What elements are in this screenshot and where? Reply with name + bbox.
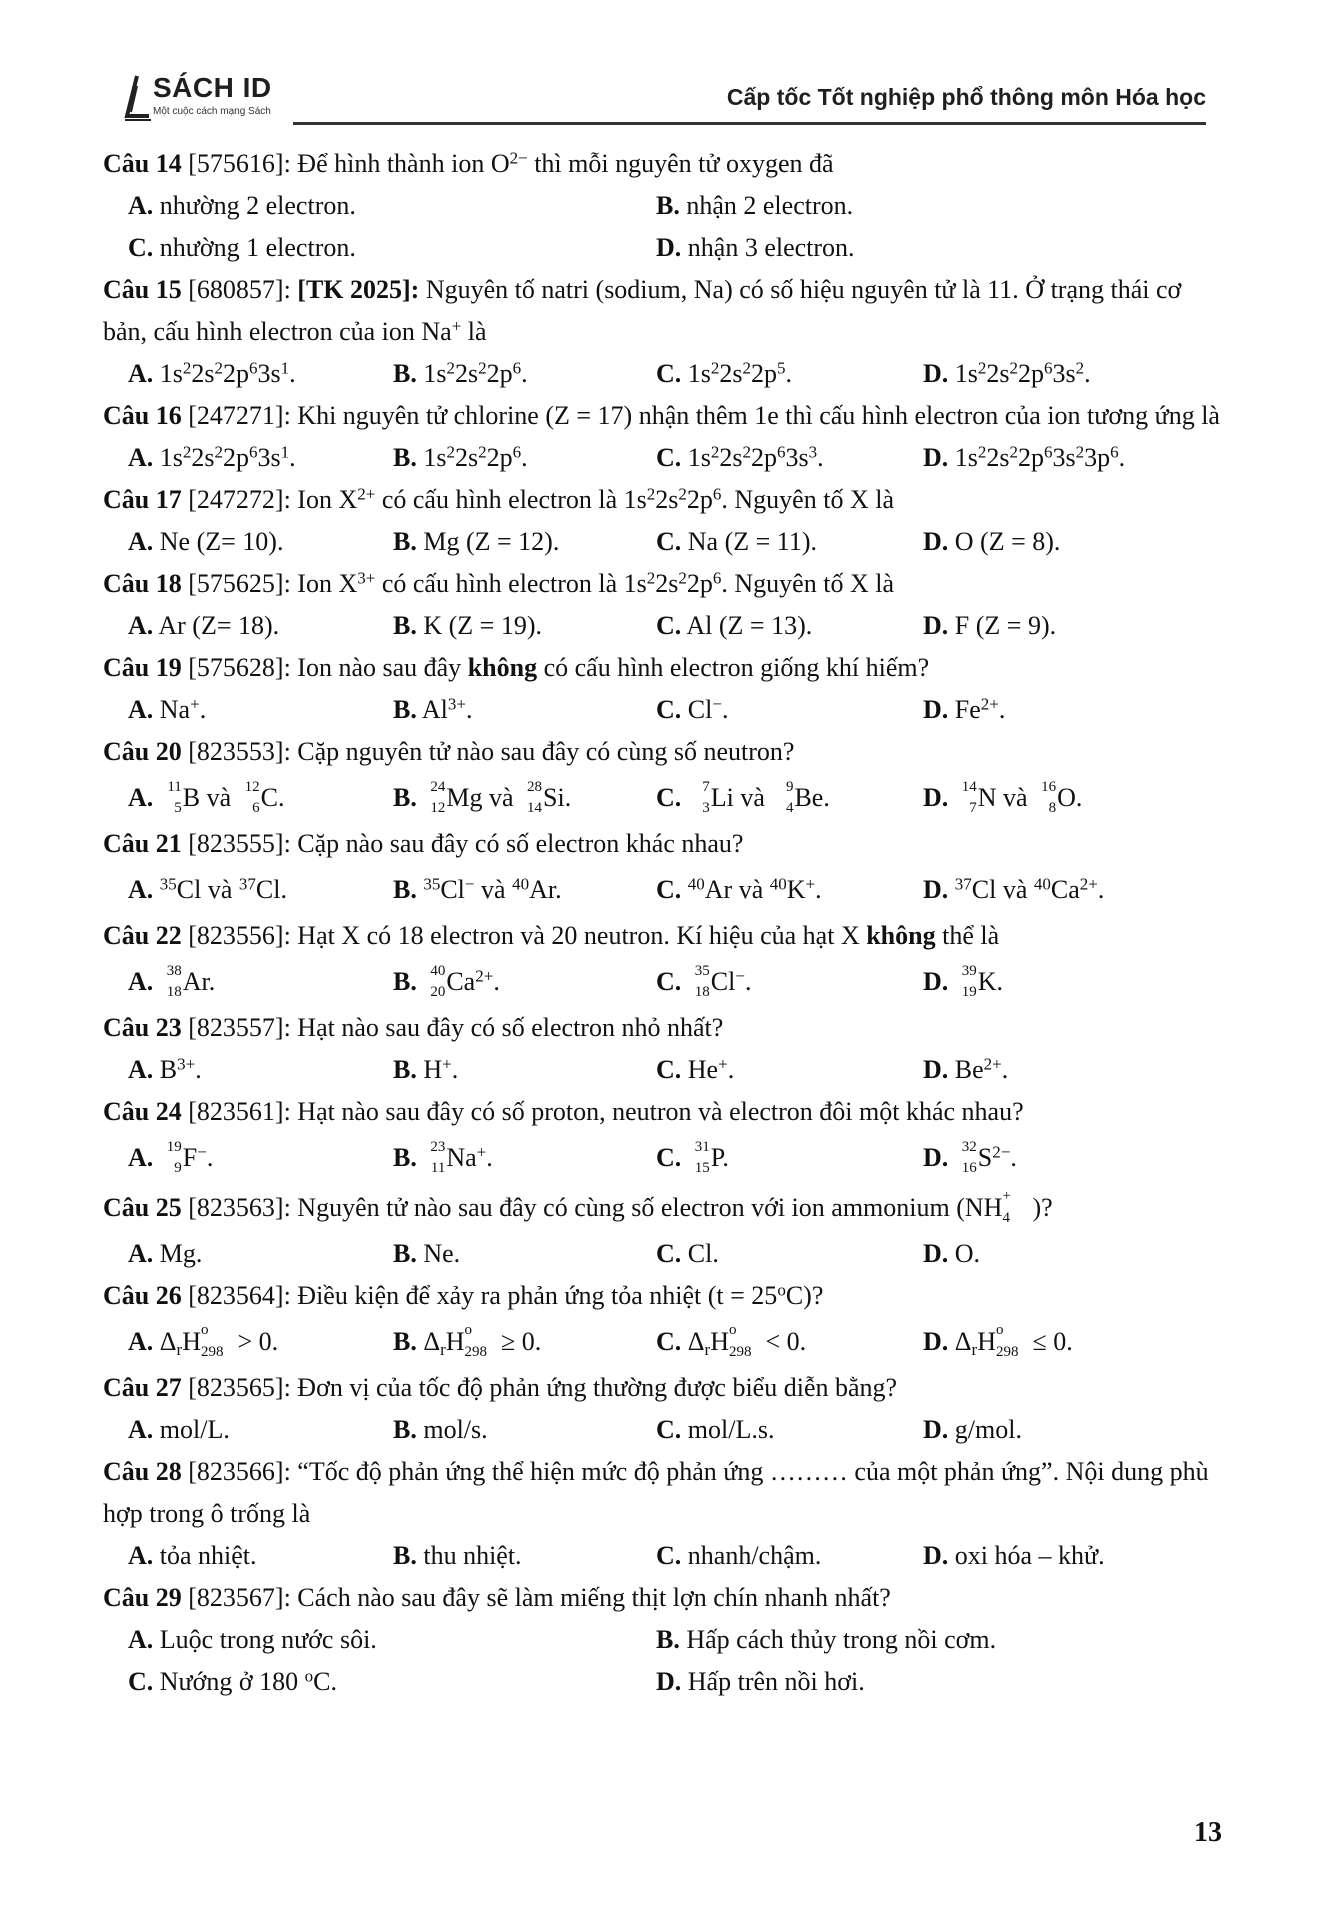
options-15 (103, 353, 1223, 395)
option-b: B. 24 12 Mg và 28 14 Si. (393, 779, 572, 816)
question-22: Câu 22 [823556]: Hạt X có 18 electron và 20 neutron. Kí hiệu của hạt X không thể là (103, 921, 1000, 950)
option-c: C. He+. (656, 1054, 735, 1084)
option-c: C. nhường 1 electron. (128, 233, 356, 262)
option-a: A. $^{35}$Cl và $^{37}$Cl. (128, 874, 287, 904)
option-d: D. Hấp trên nồi hơi. (656, 1667, 865, 1696)
option-d: D. $^{37}$Cl và $^{40}Ca^{2+}$. (923, 874, 1105, 904)
option-d: D. $\Delta_rH$ o 298 ≤ 0. (923, 1322, 1073, 1360)
options-28 (103, 1535, 1223, 1577)
options-16 (103, 437, 1223, 479)
option-b: B. Hấp cách thủy trong nồi cơm. (656, 1625, 997, 1654)
option-b: B. mol/s. (393, 1415, 488, 1444)
option-b: B. $Al^{3+}$. (393, 694, 473, 724)
option-a: A. 19 9 F−. (128, 1139, 214, 1176)
options-25 (103, 1233, 1223, 1275)
option-a: A. Ne (Z= 10). (128, 527, 284, 556)
options-29-2 (103, 1661, 1223, 1703)
question-16: Câu 16 [247271]: Khi nguyên tử chlorine (Z = 17) nhận thêm 1e thì cấu hình electron của ion tương ứng là (103, 401, 1220, 430)
option-d: D. $1s^22s^22p^63s^2$. (923, 358, 1091, 388)
option-b: B. $1s^22s^22p^6$. (393, 358, 528, 388)
option-a: A. nhường 2 electron. (128, 191, 356, 220)
option-a: A. Na+. (128, 694, 207, 724)
option-a: A. tỏa nhiệt. (128, 1541, 257, 1570)
page-number: 13 (1194, 1817, 1222, 1848)
option-c: C. 7 3 Li và 9 4 Be. (656, 779, 830, 816)
book-logo-icon (123, 72, 153, 122)
option-b: B. $\Delta_rH$ o 298 ≥ 0. (393, 1322, 542, 1360)
options-29 (103, 1619, 1223, 1661)
options-17 (103, 521, 1223, 563)
question-14: Câu 14 [575616]: Để hình thành ion $O^{2-}$ thì mỗi nguyên tử oxygen đã (103, 148, 834, 178)
question-29: Câu 29 [823567]: Cách nào sau đây sẽ làm miếng thịt lợn chín nhanh nhất? (103, 1583, 891, 1612)
option-b: B. Ne. (393, 1239, 461, 1268)
option-b: B. $^{35}$Cl− và $^{40}$Ar. (393, 874, 562, 904)
option-d: D. $Be^{2+}$. (923, 1054, 1009, 1084)
option-a: A. 38 18 Ar. (128, 963, 216, 1000)
option-d: D. 39 19 K. (923, 963, 1004, 1000)
option-b: B. $1s^22s^22p^6$. (393, 442, 528, 472)
option-c: C. $1s^22s^22p^63s^3$. (656, 442, 824, 472)
options-21 (103, 865, 1223, 915)
question-24: Câu 24 [823561]: Hạt nào sau đây có số proton, neutron và electron đôi một khác nhau? (103, 1097, 1024, 1126)
option-d: D. $Fe^{2+}$. (923, 694, 1006, 724)
option-d: D. $1s^22s^22p^63s^23p^6$. (923, 442, 1126, 472)
question-19: Câu 19 [575628]: Ion nào sau đây không có cấu hình electron giống khí hiếm? (103, 653, 930, 682)
option-c: C. 31 15 P. (656, 1139, 729, 1176)
option-d: D. nhận 3 electron. (656, 233, 855, 262)
option-c: C. Cl. (656, 1239, 719, 1268)
option-b: B. 40 20 $Ca^{2+}$. (393, 963, 500, 1000)
question-list (103, 143, 1223, 1703)
question-21: Câu 21 [823555]: Cặp nào sau đây có số electron khác nhau? (103, 829, 744, 858)
options-14 (103, 185, 1223, 227)
options-27 (103, 1409, 1223, 1451)
option-d: D. oxi hóa – khử. (923, 1541, 1105, 1570)
question-17: Câu 17 [247272]: Ion $X^{2+}$ có cấu hình electron là $1s^22s^22p^6$. Nguyên tố X là (103, 484, 894, 514)
option-b: B. nhận 2 electron. (656, 191, 854, 220)
option-a: A. $\Delta_rH$ o 298 > 0. (128, 1322, 279, 1360)
option-a: A. $1s^22s^22p^63s^1$. (128, 358, 296, 388)
header-rule (293, 122, 1206, 125)
option-c: C. Nướng ở 180 $^o$C. (128, 1666, 337, 1696)
option-a: A. mol/L. (128, 1415, 230, 1444)
option-a: A. Mg. (128, 1239, 203, 1268)
options-14-2 (103, 227, 1223, 269)
option-c: C. Al (Z = 13). (656, 611, 813, 640)
option-b: B. K (Z = 19). (393, 611, 542, 640)
option-c: C. 35 18 Cl−. (656, 963, 752, 1000)
options-24 (103, 1133, 1223, 1183)
question-28: Câu 28 [823566]: “Tốc độ phản ứng thể hiện mức độ phản ứng ……… của một phản ứng”. Nội dung phù hợp trong ô trống là (103, 1457, 1209, 1528)
option-b: B. thu nhiệt. (393, 1541, 522, 1570)
question-18: Câu 18 [575625]: Ion $X^{3+}$ có cấu hình electron là $1s^22s^22p^6$. Nguyên tố X là (103, 568, 894, 598)
option-c: C. Na (Z = 11). (656, 527, 817, 556)
logo-text: SÁCH ID (153, 72, 272, 103)
logo (123, 72, 293, 130)
question-23: Câu 23 [823557]: Hạt nào sau đây có số electron nhỏ nhất? (103, 1013, 724, 1042)
page-header (123, 72, 1206, 130)
option-a: A. 11 5 B và 12 6 C. (128, 779, 285, 816)
option-c: C. $1s^22s^22p^5$. (656, 358, 793, 388)
option-d: D. g/mol. (923, 1415, 1022, 1444)
option-c: C. $\Delta_rH$ o 298 < 0. (656, 1322, 807, 1360)
option-a: A. $B^{3+}$. (128, 1054, 202, 1084)
options-23 (103, 1049, 1223, 1091)
option-b: B. 23 11 Na+. (393, 1139, 493, 1176)
options-26 (103, 1317, 1223, 1367)
question-26: Câu 26 [823564]: Điều kiện để xảy ra phản ứng tỏa nhiệt $(t = 25^oC)$? (103, 1280, 824, 1310)
option-c: C. nhanh/chậm. (656, 1541, 822, 1570)
option-a: A. Luộc trong nước sôi. (128, 1625, 377, 1654)
option-c: C. Cl−. (656, 694, 729, 724)
options-18 (103, 605, 1223, 647)
question-15: Câu 15 [680857]: [TK 2025]: Nguyên tố natri (sodium, Na) có số hiệu nguyên tử là 11. Ở trạng thái cơ bản, cấu hình electron của ion Na+ là (103, 275, 1182, 346)
option-d: D. F (Z = 9). (923, 611, 1057, 640)
option-c: C. mol/L.s. (656, 1415, 775, 1444)
options-20 (103, 773, 1223, 823)
options-22 (103, 957, 1223, 1007)
option-d: D. 32 16 $S^{2-}$. (923, 1139, 1017, 1176)
question-27: Câu 27 [823565]: Đơn vị của tốc độ phản ứng thường được biểu diễn bằng? (103, 1373, 898, 1402)
option-b: B. Mg (Z = 12). (393, 527, 560, 556)
option-d: D. O (Z = 8). (923, 527, 1061, 556)
option-c: C. $^{40}$Ar và $^{40}$K+. (656, 874, 822, 904)
option-d: D. O. (923, 1239, 981, 1268)
question-20: Câu 20 [823553]: Cặp nguyên tử nào sau đây có cùng số neutron? (103, 737, 795, 766)
option-a: A. $1s^22s^22p^63s^1$. (128, 442, 296, 472)
question-25: Câu 25 [823563]: Nguyên tử nào sau đây có cùng số electron với ion ammonium (NH + 4 )? (103, 1188, 1053, 1226)
option-b: B. H+. (393, 1054, 459, 1084)
option-d: D. 14 7 N và 16 8 O. (923, 779, 1083, 816)
logo-tagline: Một cuộc cách mạng Sách (153, 106, 271, 117)
options-19 (103, 689, 1223, 731)
option-a: A. Ar (Z= 18). (128, 611, 280, 640)
header-title: Cấp tốc Tốt nghiệp phổ thông môn Hóa học (726, 84, 1206, 110)
